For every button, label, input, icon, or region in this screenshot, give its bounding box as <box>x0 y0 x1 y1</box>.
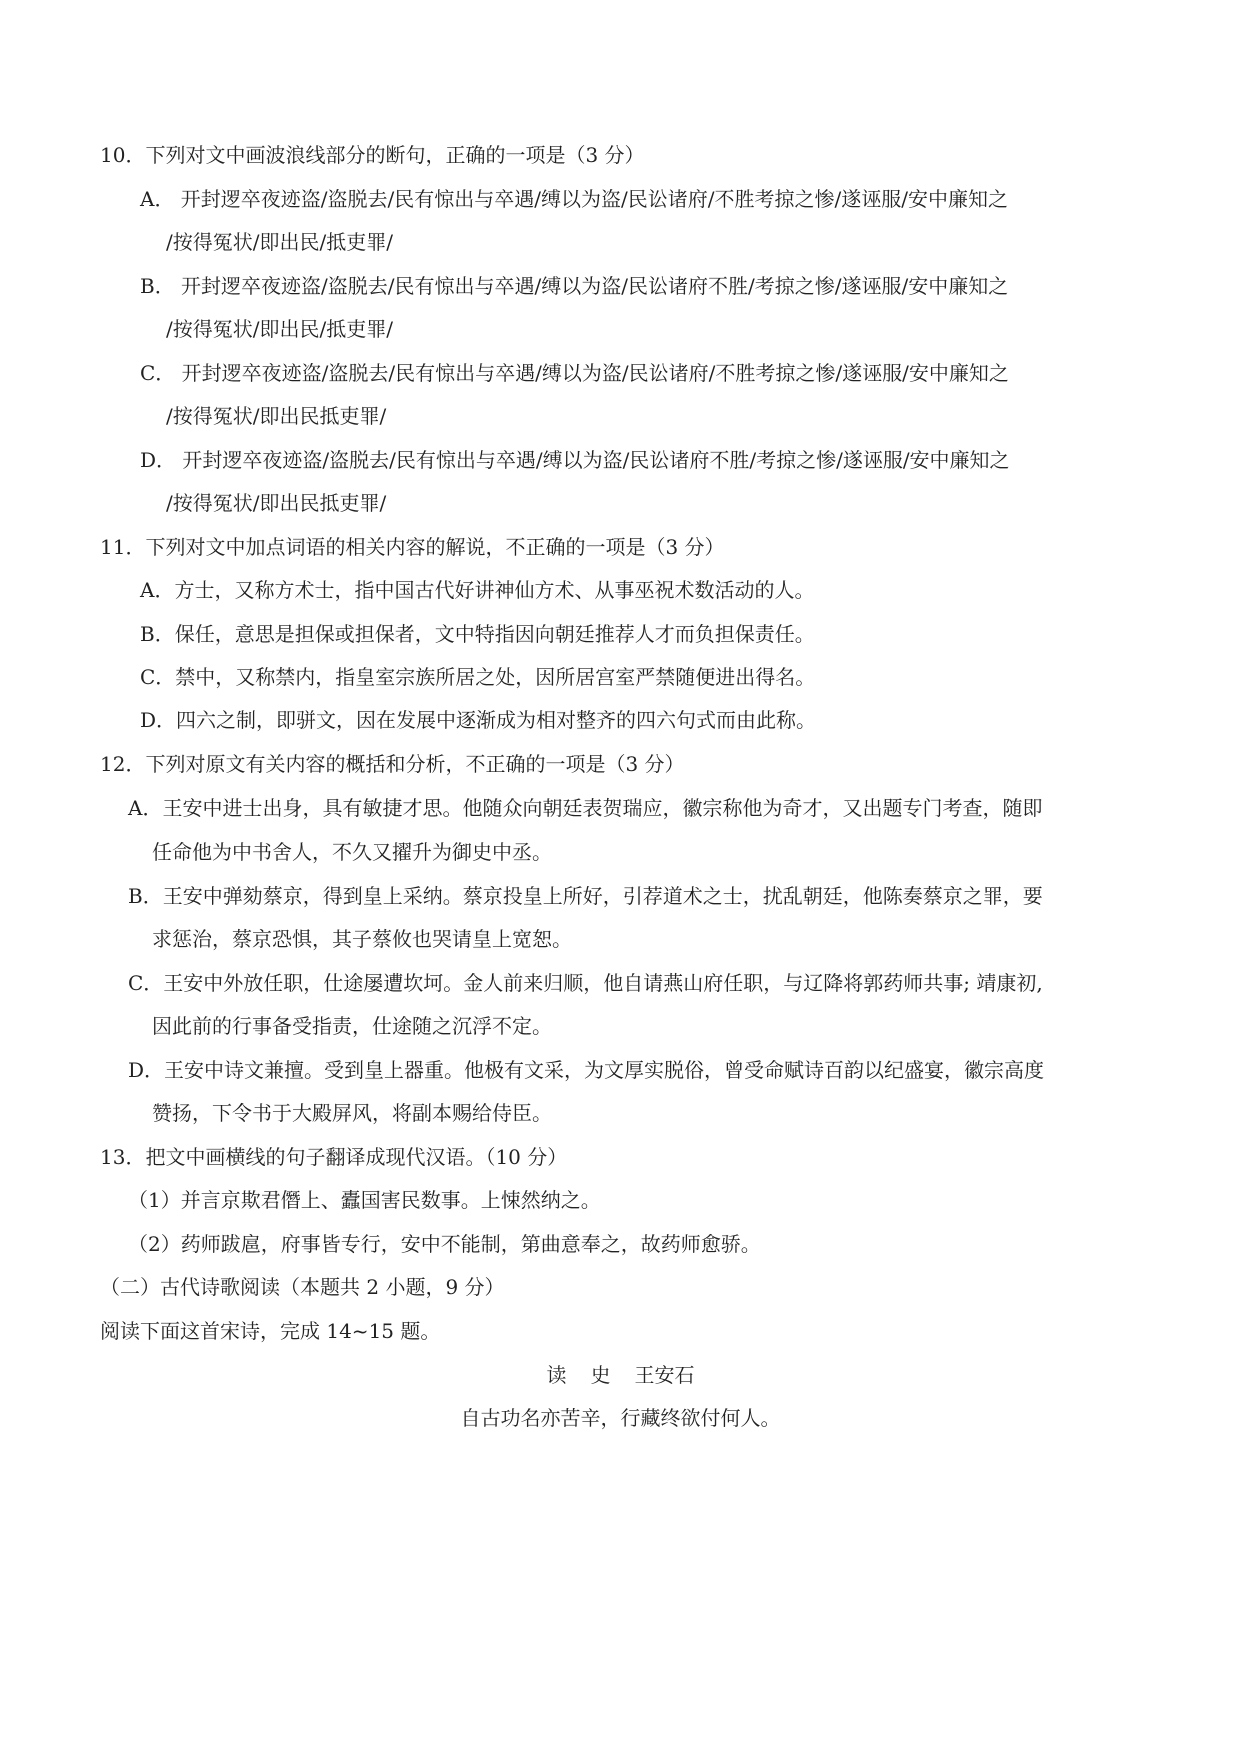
q12-option-b-line2: 求惩治，蔡京恐惧，其子蔡攸也哭请皇上宽恕。 <box>152 927 572 951</box>
section2-heading: （二）古代诗歌阅读（本题共 2 小题，9 分） <box>100 1275 505 1299</box>
section2-instruction: 阅读下面这首宋诗，完成 14~15 题。 <box>100 1319 441 1343</box>
q12-option-c-line2: 因此前的行事备受指责，仕途随之沉浮不定。 <box>152 1014 552 1038</box>
q12-option-a-line2: 任命他为中书舍人，不久又擢升为御史中丞。 <box>152 840 552 864</box>
q13-item-2: （2）药师跋扈，府事皆专行，安中不能制，第曲意奉之，故药师愈骄。 <box>128 1232 761 1256</box>
poem-title-line <box>0 1361 1241 1389</box>
q11-stem: 11．下列对文中加点词语的相关内容的解说，不正确的一项是（3 分） <box>100 535 725 559</box>
q12-option-b-line1: B．王安中弹劾蔡京，得到皇上采纳。蔡京投皇上所好，引荐道术之士，扰乱朝廷，他陈奏蔡京之罪，要 <box>128 884 1043 908</box>
q10-option-d-line2: /按得冤状/即出民抵吏罪/ <box>166 491 387 515</box>
q10-option-b-line1: B． 开封逻卒夜迹盗/盗脱去/民有惊出与卒遇/缚以为盗/民讼诸府不胜/考掠之惨/遂诬服/安中廉知之 <box>140 274 1009 298</box>
q10-stem: 10．下列对文中画波浪线部分的断句，正确的一项是（3 分） <box>100 143 645 167</box>
q10-option-c-line1: C． 开封逻卒夜迹盗/盗脱去/民有惊出与卒遇/缚以为盗/民讼诸府/不胜考掠之惨/遂诬服/安中廉知之 <box>140 361 1009 385</box>
q13-item-1: （1）并言京欺君僭上、蠹国害民数事。上悚然纳之。 <box>128 1188 601 1212</box>
q12-option-d-line2: 赞扬，下令书于大殿屏风，将副本赐给侍臣。 <box>152 1101 552 1125</box>
q12-stem: 12．下列对原文有关内容的概括和分析，不正确的一项是（3 分） <box>100 752 685 776</box>
q10-option-c-line2: /按得冤状/即出民抵吏罪/ <box>166 404 387 428</box>
q10-option-d-line1: D． 开封逻卒夜迹盗/盗脱去/民有惊出与卒遇/缚以为盗/民讼诸府不胜/考掠之惨/遂诬服/安中廉知之 <box>140 448 1010 472</box>
q13-stem: 13．把文中画横线的句子翻译成现代汉语。（10 分） <box>100 1145 568 1169</box>
q11-option-b: B．保任，意思是担保或担保者，文中特指因向朝廷推荐人才而负担保责任。 <box>140 622 815 646</box>
q12-option-d-line1: D．王安中诗文兼擅。受到皇上器重。他极有文采，为文厚实脱俗，曾受命赋诗百韵以纪盛宴，徽宗高度 <box>128 1058 1045 1082</box>
q11-option-a: A．方士，又称方术士，指中国古代好讲神仙方术、从事巫祝术数活动的人。 <box>140 578 815 602</box>
poem-line-1: 自古功名亦苦辛，行藏终欲付何人。 <box>460 1406 781 1430</box>
poem-title: 读 <box>546 1363 567 1387</box>
q10-option-a-line1: A． 开封逻卒夜迹盗/盗脱去/民有惊出与卒遇/缚以为盗/民讼诸府/不胜考掠之惨/遂诬服/安中廉知之 <box>140 187 1008 211</box>
q12-option-a-line1: A．王安中进士出身，具有敏捷才思。他随众向朝廷表贺瑞应，徽宗称他为奇才，又出题专门考查，随即 <box>128 796 1043 820</box>
q12-option-c-line1: C．王安中外放任职，仕途屡遭坎坷。金人前来归顺，他自请燕山府任职，与辽降将郭药师共事; 靖康初, <box>128 971 1043 995</box>
q11-option-c: C．禁中，又称禁内，指皇室宗族所居之处，因所居宫室严禁随便进出得名。 <box>140 665 816 689</box>
q10-option-a-line2: /按得冤状/即出民/抵吏罪/ <box>166 230 393 254</box>
poem-author: 王安石 <box>634 1363 695 1387</box>
q10-option-b-line2: /按得冤状/即出民/抵吏罪/ <box>166 317 393 341</box>
poem-title-2: 史 <box>590 1363 611 1387</box>
q11-option-d: D．四六之制，即骈文，因在发展中逐渐成为相对整齐的四六句式而由此称。 <box>140 708 817 732</box>
